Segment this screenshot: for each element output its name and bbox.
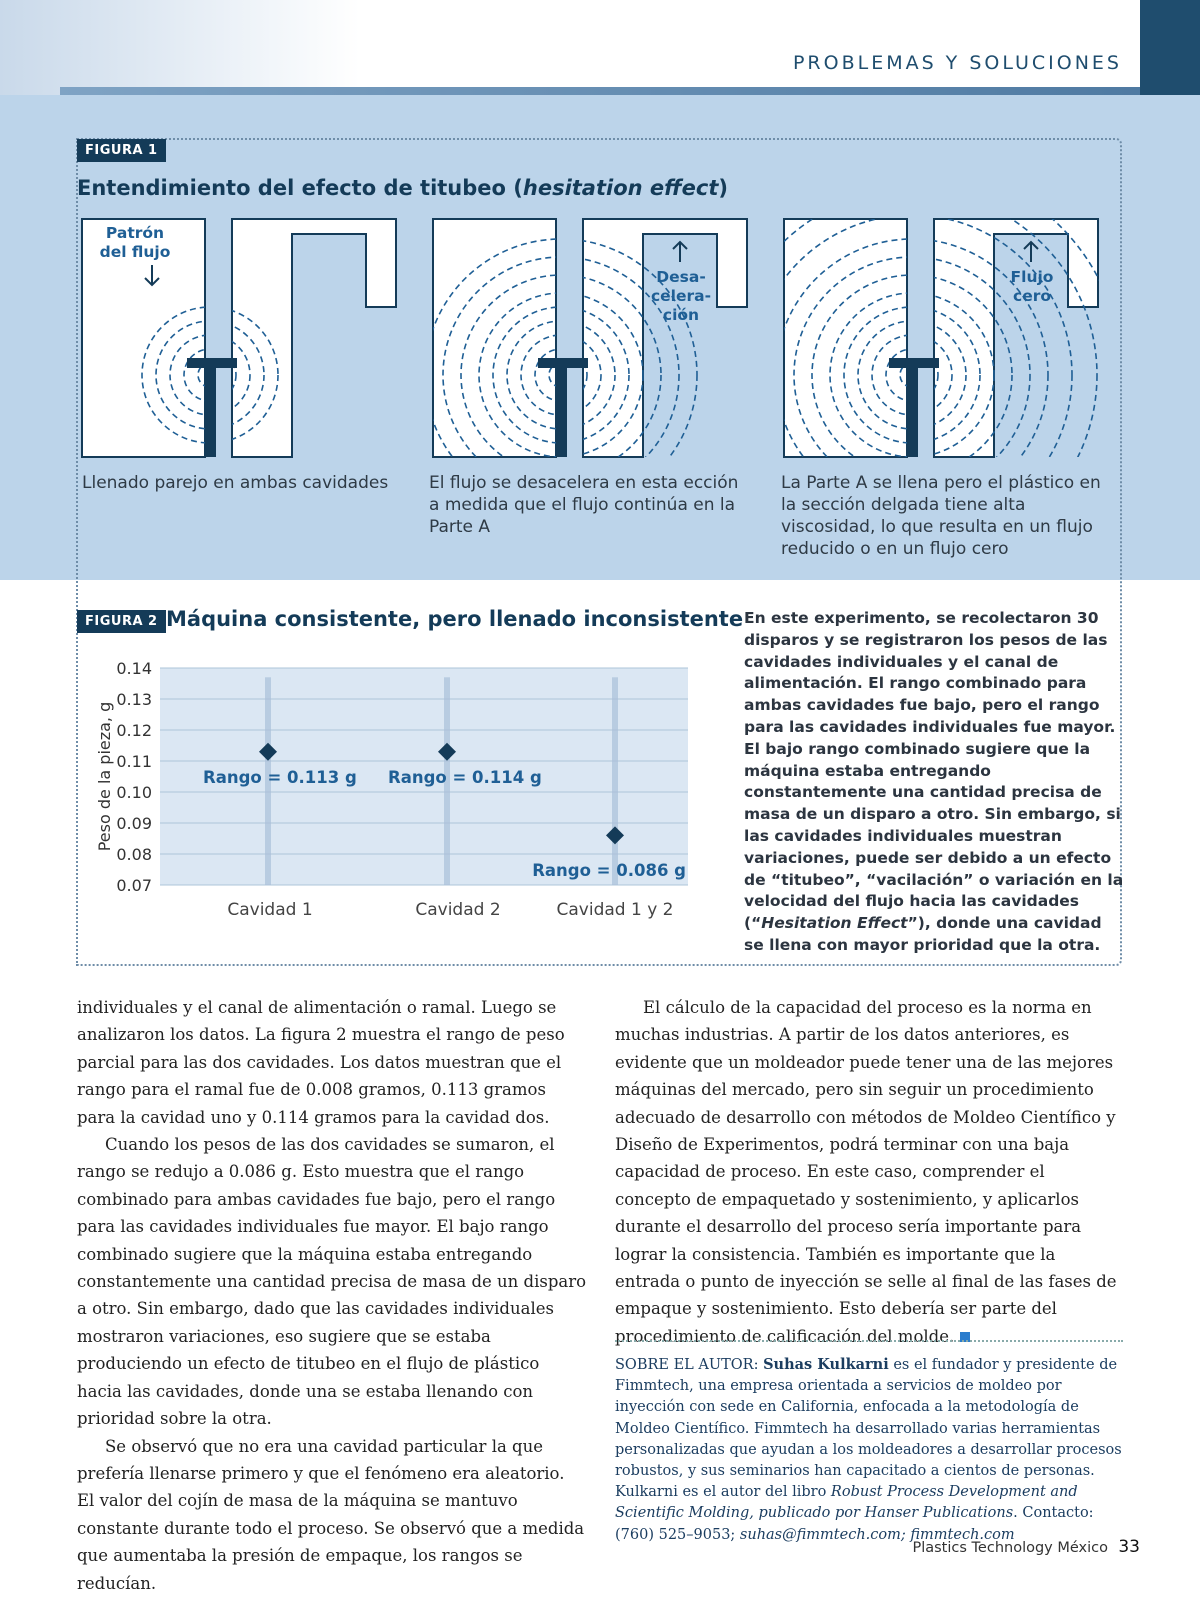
author-bio: [615, 1354, 1125, 1546]
body-right-column: [615, 994, 1125, 1350]
author-text: es el fundador y presidente de Fimmtech, una empresa orientada a servicios de moldeo por inyección con sede en California, enfocada a la metodología de Moldeo Científico. Fimmtech ha desarrollado varias herramientas personalizadas que ayudan a los moldeadores a desarrollar procesos robustos, y sus seminarios han capacitado a cientos de personas. Kulkarni es el autor del libro: [615, 1357, 1122, 1501]
cavity-right: [232, 219, 396, 457]
x-tick-label: Cavidad 1: [227, 900, 313, 920]
runner-stem: [206, 358, 216, 457]
panel3-note: [1000, 268, 1064, 306]
panel1-note: [95, 224, 175, 262]
figure2-description-part2: ”), donde una cavidad se llena con mayor prioridad que la otra.: [744, 914, 1102, 954]
author-lead: SOBRE EL AUTOR:: [615, 1357, 764, 1373]
body-paragraph: individuales y el canal de alimentación o ramal. Luego se analizaron los datos. La figura 2 muestra el rango de peso parcial para las dos cavidades. Los datos muestran que el rango para el ramal fue de 0.008 gramos, 0.113 gramos para la cavidad uno y 0.114 gramos para la cavidad dos.: [77, 998, 565, 1127]
arrow-up-icon: [1024, 242, 1038, 262]
figure1-title-plain: Entendimiento del efecto de titubeo (: [77, 176, 523, 200]
author-name: Suhas Kulkarni: [763, 1356, 889, 1373]
figure1-title-close: ): [718, 176, 728, 200]
figure2-chart: [90, 650, 720, 945]
x-tick-label: Cavidad 1 y 2: [556, 900, 674, 920]
author-contact-lead: . Contacto: (760) 525–9053;: [615, 1505, 1094, 1543]
panel2-note-line: ción: [662, 306, 700, 324]
y-tick-label: 0.14: [116, 659, 152, 678]
panel3-caption: La Parte A se llena pero el plástico en la sección delgada tiene alta viscosidad, lo que resulta en un flujo reducido o en un flujo cero: [781, 473, 1101, 559]
panel2-note-line: Desa-: [656, 268, 706, 286]
panel1-note-line: Patrón: [105, 224, 165, 242]
figure2-description: [744, 608, 1124, 957]
panel3-note-line: cero: [1013, 287, 1051, 305]
panel3-note-line: Flujo: [1010, 268, 1054, 286]
y-tick-label: 0.09: [116, 814, 152, 833]
panel2-caption: El flujo se desacelera en esta ección a medida que el flujo continúa en la Parte A: [429, 473, 739, 537]
panel1-note-line: del flujo: [99, 243, 171, 261]
body-paragraph-text: El cálculo de la capacidad del proceso es la norma en muchas industrias. A partir de los datos anteriores, es evidente que un moldeador puede tener una de las mejores máquinas del mercado, pero sin seguir un procedimiento adecuado de desarrollo con métodos de Moldeo Científico y Diseño de Experimentos, podrá terminar con una baja capacidad de proceso. En este caso, comprender el concepto de empaquetado y sostenimiento, y aplicarlos durante el desarrollo del proceso sería importante para lograr la consistencia. También es importante que la entrada o punto de inyección se selle al final de las fases de empaque y sostenimiento. Esto debería ser parte del procedimiento de calificación del molde.: [615, 998, 1117, 1346]
figure1-label: FIGURA 1: [77, 139, 166, 162]
footer-publication: Plastics Technology México: [912, 1540, 1108, 1556]
cavity-left: [433, 219, 556, 457]
y-tick-label: 0.08: [116, 845, 152, 864]
author-contact: suhas@fimmtech.com; fimmtech.com: [739, 1526, 1015, 1543]
cavity-right: [583, 219, 747, 457]
y-tick-label: 0.13: [116, 690, 152, 709]
panel2-note: [646, 268, 716, 325]
x-tick-label: Cavidad 2: [415, 900, 501, 920]
body-paragraph-end: [615, 994, 1125, 1350]
cavity-left: [784, 219, 907, 457]
section-title: PROBLEMAS Y SOLUCIONES: [792, 52, 1122, 74]
y-tick-label: 0.10: [116, 783, 152, 802]
runner-stem: [908, 358, 918, 457]
figure2-label: FIGURA 2: [77, 610, 166, 633]
author-separator: [615, 1340, 1123, 1342]
y-axis-label: Peso de la pieza, g: [95, 701, 114, 852]
runner-stem: [557, 358, 567, 457]
range-annotation: Rango = 0.114 g: [388, 768, 542, 787]
range-annotation: Rango = 0.113 g: [203, 768, 357, 787]
y-tick-label: 0.07: [116, 876, 152, 895]
body-paragraph: Se observó que no era una cavidad particular la que prefería llenarse primero y que el fenómeno era aleatorio. El valor del cojín de masa de la máquina se mantuvo constante durante todo el proceso. Se observó que a medida que aumentaba la presión de empaque, los rangos se reducían.: [77, 1436, 585, 1593]
author-book: Robust Process Development and Scientific Molding, publicado por Hanser Publications: [615, 1484, 1078, 1522]
body-left-column: [77, 994, 587, 1597]
arrow-up-icon: [673, 242, 687, 262]
figure2-title: Máquina consistente, pero llenado inconsistente: [166, 607, 744, 631]
figure2-description-part1: En este experimento, se recolectaron 30 disparos y se registraron los pesos de las cavidades individuales y el canal de alimentación. El rango combinado para ambas cavidades fue bajo, pero el rango para las cavidades individuales fue mayor. El bajo rango combinado sugiere que la máquina estaba entregando constantemente una cantidad precisa de masa de un disparo a otro. Sin embargo, si las cavidades individuales muestran variaciones, puede ser debido a un efecto de “titubeo”, “vacilación” o variación en la velocidad del flujo hacia las cavidades (“: [744, 609, 1124, 933]
body-paragraph: Cuando los pesos de las dos cavidades se sumaron, el rango se redujo a 0.086 g. Esto muestra que el rango combinado para ambas cavidades fue bajo, pero el rango para las cavidades individuales fue mayor. El bajo rango combinado sugiere que la máquina estaba entregando constantemente una cantidad precisa de masa de un disparo a otro. Sin embargo, dado que las cavidades individuales mostraron variaciones, eso sugiere que se estaba produciendo un efecto de titubeo en el flujo de plástico hacia las cavidades, donde una se estaba llenando con prioridad sobre la otra.: [77, 1135, 587, 1429]
figure1-title-italic: hesitation effect: [522, 176, 719, 200]
y-tick-label: 0.12: [116, 721, 152, 740]
cavity-right: [934, 219, 1098, 457]
range-bar: [612, 677, 618, 885]
y-tick-label: 0.11: [116, 752, 152, 771]
range-annotation: Rango = 0.086 g: [532, 861, 686, 880]
panel2-note-line: celera-: [650, 287, 712, 305]
panel1-caption: Llenado parejo en ambas cavidades: [82, 473, 389, 493]
figure2-description-italic: Hesitation Effect: [761, 914, 908, 933]
page-number: 33: [1118, 1537, 1140, 1557]
